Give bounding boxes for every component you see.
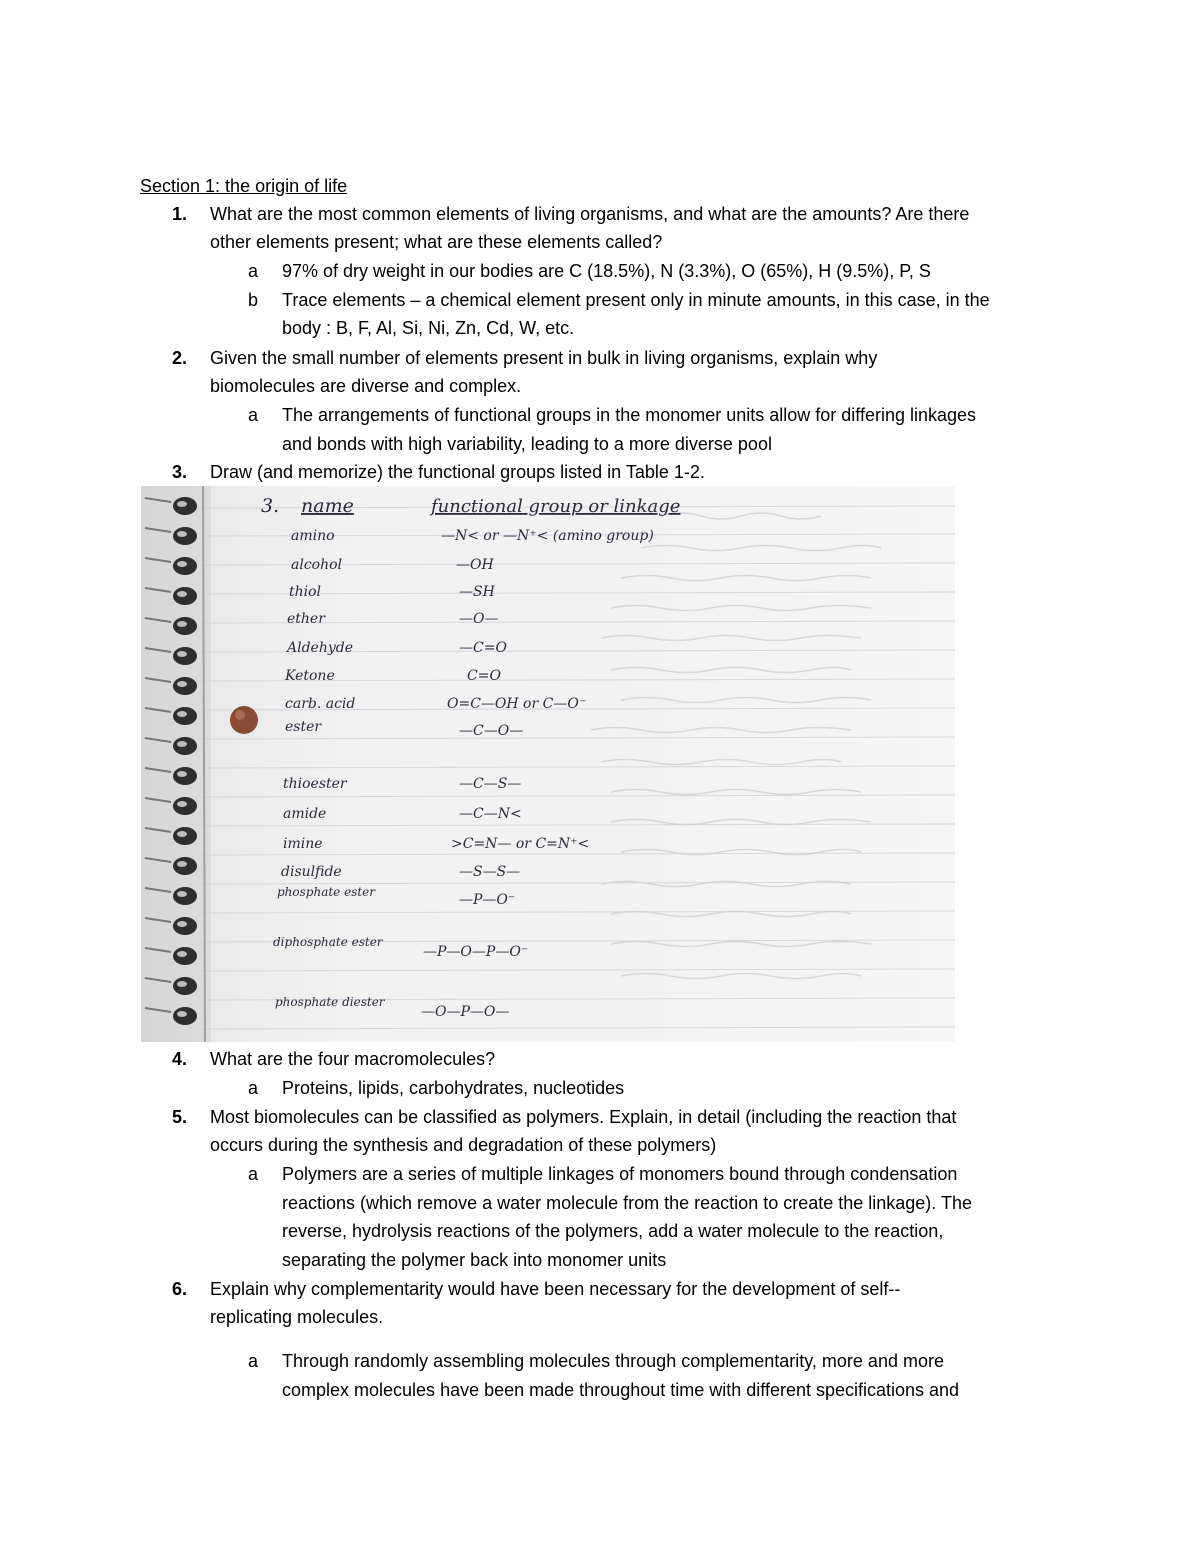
answer-text: Proteins, lipids, carbohydrates, nucleotides (282, 1078, 625, 1098)
hw-row-name: amino (291, 528, 335, 544)
handwritten-notes-photo (141, 486, 955, 1042)
punch-hole (230, 706, 258, 734)
hw-group-header: functional group or linkage (431, 496, 681, 517)
hw-row-formula: >C=N— or C=N⁺< (451, 836, 590, 852)
question-number: 5. (172, 1107, 188, 1127)
hw-question-number: 3. (261, 495, 280, 517)
question-text: Given the small number of elements present in bulk in living organisms, explain why (210, 348, 878, 368)
hw-row-name: disulfide (281, 864, 342, 880)
question-text: Most biomolecules can be classified as polymers. Explain, in detail (including the reaction that (210, 1107, 957, 1127)
notebook-drawing (141, 486, 955, 1042)
answer-letter: a (248, 261, 259, 281)
hw-row-formula: O=C—OH or C—O⁻ (447, 696, 587, 712)
question-text: biomolecules are diverse and complex. (210, 376, 522, 396)
hw-row-formula: —P—O—P—O⁻ (423, 944, 529, 960)
answer-letter: a (248, 1351, 259, 1371)
question-text: Explain why complementarity would have been necessary for the development of self-- (210, 1279, 901, 1299)
hw-row-name: phosphate diester (275, 995, 385, 1009)
answer-text: reactions (which remove a water molecule from the reaction to create the linkage). The (282, 1193, 972, 1213)
hw-row-name: diphosphate ester (273, 935, 383, 949)
question-number: 6. (172, 1279, 188, 1299)
question-number: 3. (172, 462, 188, 482)
hw-row-formula: —C=O (459, 640, 507, 656)
question-text: Draw (and memorize) the functional groups listed in Table 1-2. (210, 462, 705, 482)
hw-row-name: amide (283, 806, 327, 822)
question-text: What are the most common elements of living organisms, and what are the amounts? Are there (210, 204, 970, 224)
answer-text: complex molecules have been made throughout time with different specifications and (282, 1380, 960, 1400)
hw-row-name: ether (287, 611, 325, 627)
answer-letter: a (248, 405, 259, 425)
hw-row-formula: —C—O— (459, 723, 524, 739)
hw-row-formula: —O—P—O— (421, 1004, 510, 1020)
hw-row-formula: —O— (459, 611, 499, 627)
section-title: Section 1: the origin of life (140, 176, 348, 196)
hw-row-formula: C=O (467, 668, 501, 684)
answer-text: The arrangements of functional groups in the monomer units allow for differing linkages (282, 405, 977, 425)
answer-text: Through randomly assembling molecules through complementarity, more and more (282, 1351, 944, 1371)
hw-row-name: Ketone (285, 668, 335, 684)
hw-row-name: imine (283, 836, 323, 852)
question-number: 4. (172, 1049, 188, 1069)
question-number: 2. (172, 348, 188, 368)
answer-text: body : B, F, Al, Si, Ni, Zn, Cd, W, etc. (282, 318, 575, 338)
question-text: other elements present; what are these elements called? (210, 232, 663, 252)
answer-text: separating the polymer back into monomer units (282, 1250, 667, 1270)
hw-row-name: phosphate ester (277, 885, 376, 899)
hw-row-formula: —C—N< (459, 806, 522, 822)
hw-row-formula: —SH (459, 584, 495, 600)
hw-row-formula: —N< or —N⁺< (amino group) (441, 528, 654, 544)
question-text: replicating molecules. (210, 1307, 384, 1327)
hw-row-name: thioester (283, 776, 347, 792)
hw-name-header: name (301, 495, 354, 517)
answer-letter: a (248, 1164, 259, 1184)
answer-text: 97% of dry weight in our bodies are C (18.5%), N (3.3%), O (65%), H (9.5%), P, S (282, 261, 931, 281)
answer-letter: a (248, 1078, 259, 1098)
hw-row-name: alcohol (291, 557, 343, 573)
hw-row-name: thiol (289, 584, 322, 600)
question-number: 1. (172, 204, 188, 224)
question-text: occurs during the synthesis and degradation of these polymers) (210, 1135, 717, 1155)
answer-letter: b (248, 290, 259, 310)
answer-text: Polymers are a series of multiple linkages of monomers bound through condensation (282, 1164, 958, 1184)
hw-row-formula: —P—O⁻ (459, 892, 516, 908)
hw-row-name: carb. acid (285, 696, 356, 712)
answer-text: reverse, hydrolysis reactions of the polymers, add a water molecule to the reaction, (282, 1221, 944, 1241)
hw-row-formula: —OH (456, 557, 494, 573)
question-text: What are the four macromolecules? (210, 1049, 496, 1069)
hw-row-formula: —C—S— (459, 776, 522, 792)
hw-row-name: ester (285, 719, 322, 735)
answer-text: Trace elements – a chemical element present only in minute amounts, in this case, in the (282, 290, 990, 310)
hw-row-formula: —S—S— (459, 864, 521, 880)
hw-row-name: Aldehyde (287, 640, 354, 656)
answer-text: and bonds with high variability, leading to a more diverse pool (282, 434, 772, 454)
